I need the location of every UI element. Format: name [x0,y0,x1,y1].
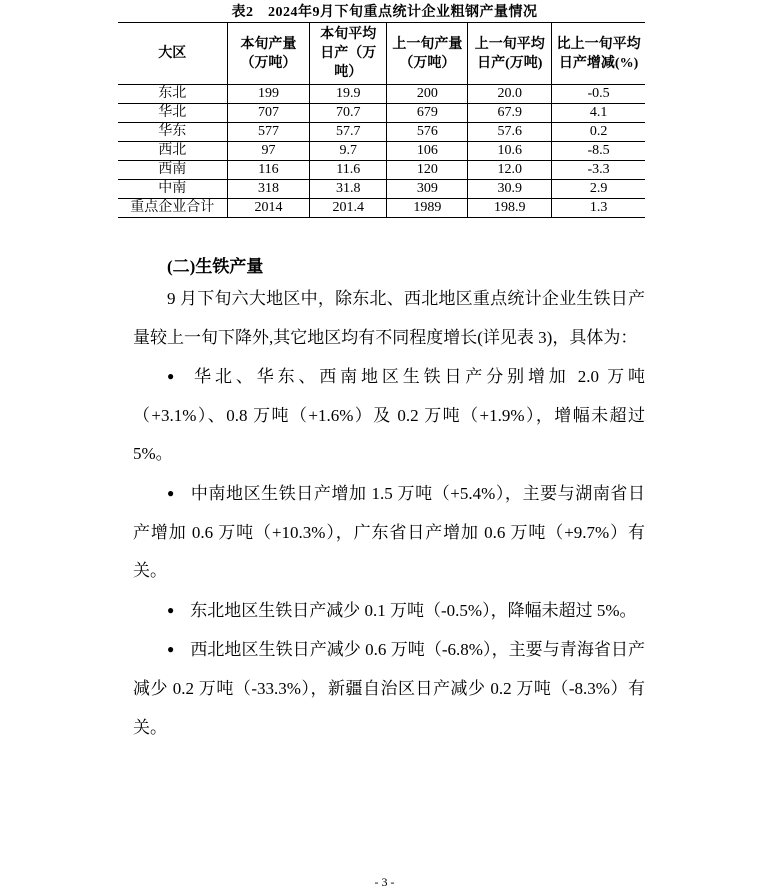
page-number: - 3 - [374,875,395,889]
value-cell: 11.6 [310,161,387,180]
value-cell: 577 [227,123,310,142]
table-row [118,104,645,123]
value-cell: 309 [387,180,468,199]
column-header: 上一旬产量（万吨） [387,23,468,85]
column-header: 本旬平均日产（万吨） [310,23,387,85]
table-body [118,85,645,218]
value-cell: 201.4 [310,199,387,218]
value-cell: 30.9 [468,180,552,199]
region-cell: 华东 [118,123,227,142]
bullet-text: 华北、华东、西南地区生铁日产分别增加 2.0 万吨（+3.1%）、0.8 万吨（+1.6%）及 0.2 万吨（+1.9%），增幅未超过 5%。 [133,367,646,464]
intro-paragraph: 9 月下旬六大地区中，除东北、西北地区重点统计企业生铁日产量较上一旬下降外,其它地区均有不同程度增长(详见表 3)，具体为： [133,289,645,347]
region-cell: 重点企业合计 [118,199,227,218]
value-cell: 20.0 [468,85,552,104]
value-cell: 31.8 [310,180,387,199]
value-cell: 0.2 [552,123,645,142]
bullet-paragraph [133,474,645,591]
value-cell: 4.1 [552,104,645,123]
section-pig-iron [133,222,645,747]
value-cell: 19.9 [310,85,387,104]
bullet-icon: ● [167,602,175,617]
bullet-icon: ● [167,485,175,500]
table-row [118,161,645,180]
value-cell: 1989 [387,199,468,218]
table-row [118,123,645,142]
value-cell: 199 [227,85,310,104]
value-cell: 198.9 [468,199,552,218]
bullet-icon: ● [167,642,175,657]
steel-output-table [118,22,645,218]
bullet-paragraph [133,357,645,474]
section-heading: (二)生铁产量 [167,257,264,276]
region-cell: 西南 [118,161,227,180]
value-cell: 1.3 [552,199,645,218]
table-row [118,199,645,218]
value-cell: 2.9 [552,180,645,199]
column-header: 大区 [118,23,227,85]
bullet-text: 东北地区生铁日产减少 0.1 万吨（-0.5%），降幅未超过 5%。 [190,600,637,620]
value-cell: 2014 [227,199,310,218]
value-cell: 57.7 [310,123,387,142]
value-cell: 200 [387,85,468,104]
value-cell: 318 [227,180,310,199]
value-cell: 10.6 [468,142,552,161]
table-row [118,180,645,199]
value-cell: 106 [387,142,468,161]
value-cell: 116 [227,161,310,180]
value-cell: 707 [227,104,310,123]
value-cell: 679 [387,104,468,123]
column-header: 比上一旬平均日产增减(%) [552,23,645,85]
table-row [118,142,645,161]
region-cell: 华北 [118,104,227,123]
table-caption: 表2 2024年9月下旬重点统计企业粗钢产量情况 [231,5,538,20]
region-cell: 东北 [118,85,227,104]
bullet-paragraph [133,630,645,747]
bullet-icon: ● [167,369,179,384]
value-cell: 9.7 [310,142,387,161]
value-cell: 70.7 [310,104,387,123]
column-header: 本旬产量（万吨） [227,23,310,85]
bullet-text: 中南地区生铁日产增加 1.5 万吨（+5.4%），主要与湖南省日产增加 0.6 万吨（+10.3%），广东省日产增加 0.6 万吨（+9.7%）有关。 [133,483,645,581]
value-cell: -3.3 [552,161,645,180]
region-cell: 西北 [118,142,227,161]
table-header-row [118,23,645,85]
region-cell: 中南 [118,180,227,199]
value-cell: -0.5 [552,85,645,104]
value-cell: 57.6 [468,123,552,142]
bullet-paragraph [133,591,645,631]
bullet-list [133,357,645,747]
value-cell: 12.0 [468,161,552,180]
value-cell: -8.5 [552,142,645,161]
table-row [118,85,645,104]
column-header: 上一旬平均日产(万吨) [468,23,552,85]
value-cell: 120 [387,161,468,180]
value-cell: 576 [387,123,468,142]
value-cell: 67.9 [468,104,552,123]
bullet-text: 西北地区生铁日产减少 0.6 万吨（-6.8%），主要与青海省日产减少 0.2 万吨（-33.3%），新疆自治区日产减少 0.2 万吨（-8.3%）有关。 [133,640,646,737]
steel-output-table-container [118,22,645,218]
value-cell: 97 [227,142,310,161]
